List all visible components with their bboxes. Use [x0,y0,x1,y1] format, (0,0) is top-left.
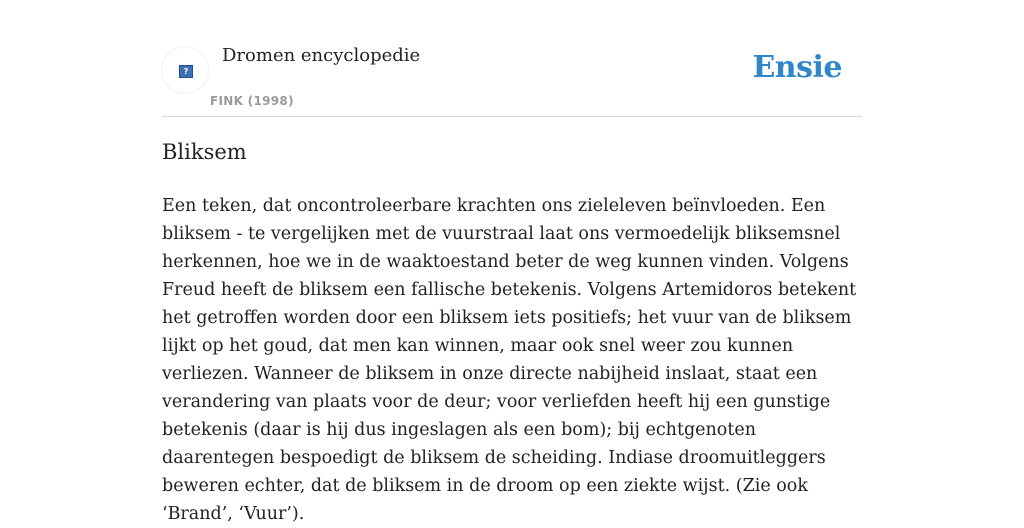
entry-header [162,0,862,117]
book-thumbnail[interactable] [162,47,208,93]
entry-definition: Een teken, dat oncontroleerbare krachten ons zieleleven beïnvloeden. Een bliksem - te vergelijken met de vuurstraal laat ons vermoedelijk bliksemsnel herkennen, hoe we in de waaktoestand beter de weg kunnen vinden. Volgens Freud heeft de bliksem een fallische betekenis. Volgens Artemidoros betekent het getroffen worden door een bliksem iets positiefs; het vuur van de bliksem lijkt op het goud, dat men kan winnen, maar ook snel weer zou kunnen verliezen. Wanneer de bliksem in onze directe nabijheid inslaat, staat een verandering van plaats voor de deur; voor verliefden heeft hij een gunstige betekenis (daar is hij dus ingeslagen als een bom); bij echtgenoten daarentegen bespoedigt de bliksem de scheiding. Indiase droomuitleggers beweren echter, dat de bliksem in de droom op een ziekte wijst. (Zie ook ‘Brand’, ‘Vuur’). [162,196,857,524]
ensie-logo-link[interactable]: Ensie [752,50,842,85]
question-mark-book-icon: ? [179,65,193,78]
entry-term: Bliksem [162,140,247,164]
book-title-link[interactable]: Dromen encyclopedie [222,45,421,66]
source-label: FINK (1998) [210,94,294,108]
